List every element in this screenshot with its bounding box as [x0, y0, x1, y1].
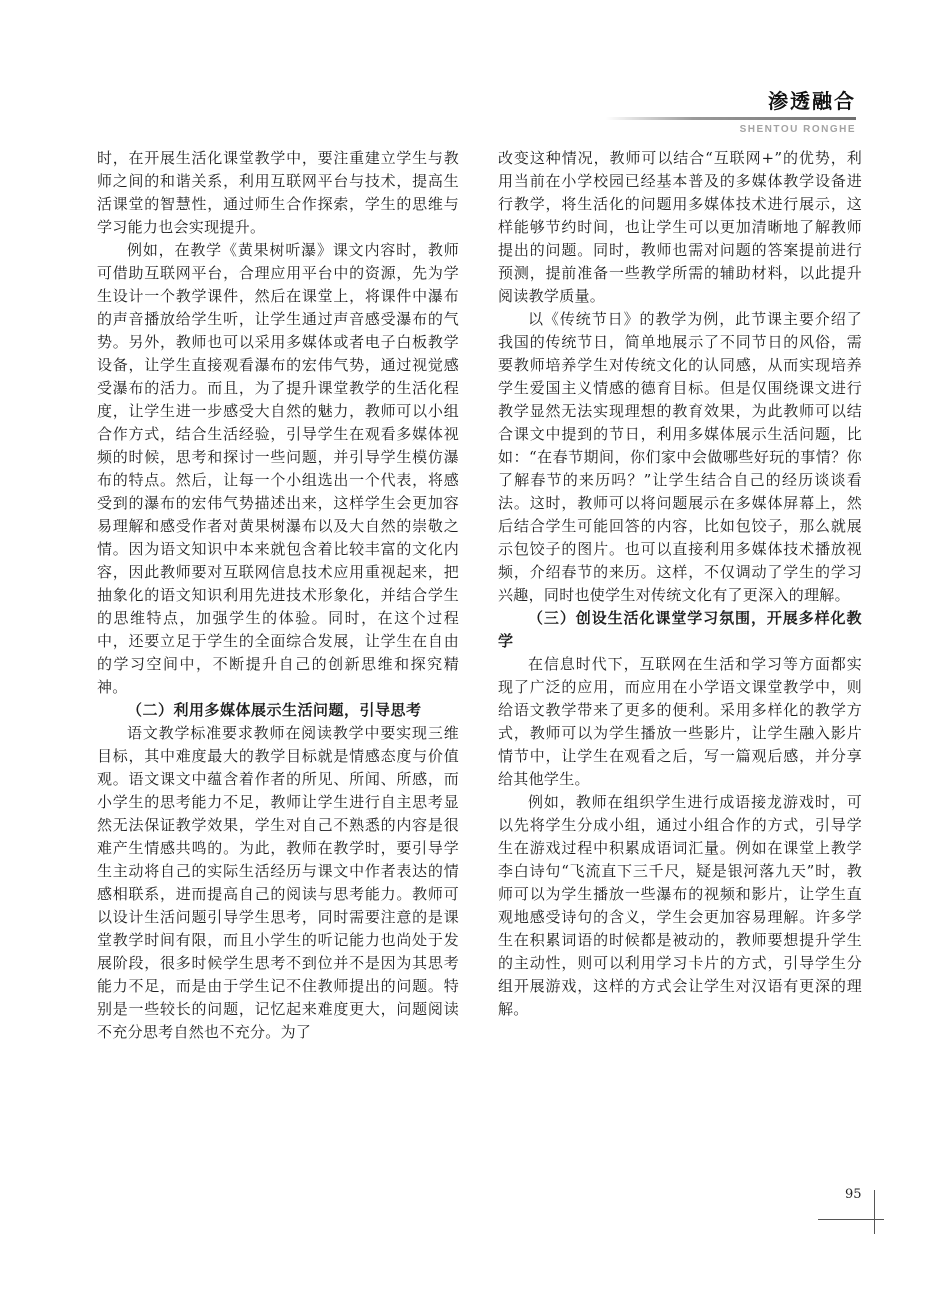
section-title: 渗透融合: [768, 89, 856, 113]
running-header: [768, 88, 856, 114]
section-heading: （三）创设生活化课堂学习氛围，开展多样化教学: [498, 609, 862, 650]
section-subtitle: SHENTOU RONGHE: [739, 124, 856, 135]
paragraph: 改变这种情况，教师可以结合“互联网+”的优势，利用当前在小学校园已经基本普及的多媒体教学设备进行教学，将生活化的问题用多媒体技术进行展示，这样能够节约时间，也让学生可以更加清晰地了解教师提出的问题。同时，教师也需对问题的答案提前进行预测，提前准备一些教学所需的辅助材料，以此提升阅读教学质量。: [498, 149, 862, 305]
section-heading: （二）利用多媒体展示生活问题，引导思考: [127, 701, 422, 719]
paragraph: 例如，在教学《黄果树听瀑》课文内容时，教师可借助互联网平台，合理应用平台中的资源，先为学生设计一个教学课件，然后在课堂上，将课件中瀑布的声音播放给学生听，让学生通过声音感受瀑布的气势。另外，教师也可以采用多媒体或者电子白板教学设备，让学生直接观看瀑布的宏伟气势，通过视觉感受瀑布的活力。而且，为了提升课堂教学的生活化程度，让学生进一步感受大自然的魅力，教师可以小组合作方式，结合生活经验，引导学生在观看多媒体视频的时候，思考和探讨一些问题，并引导学生模仿瀑布的特点。然后，让每一个小组选出一个代表，将感受到的瀑布的宏伟气势描述出来，这样学生会更加容易理解和感受作者对黄果树瀑布以及大自然的崇敬之情。因为语文知识中本来就包含着比较丰富的文化内容，因此教师要对互联网信息技术应用重视起来，把抽象化的语文知识利用先进技术形象化，并结合学生的思维特点，加强学生的体验。同时，在这个过程中，还要立足于学生的全面综合发展，让学生在自由的学习空间中，不断提升自己的创新思维和探究精神。: [97, 241, 459, 696]
paragraph: 以《传统节日》的教学为例，此节课主要介绍了我国的传统节日，简单地展示了不同节日的风俗，需要教师培养学生对传统文化的认同感，从而实现培养学生爱国主义情感的德育目标。但是仅围绕课文进行教学显然无法实现理想的教育效果，为此教师可以结合课文中提到的节日，利用多媒体展示生活问题，比如：“在春节期间，你们家中会做哪些好玩的事情？你了解春节的来历吗？”让学生结合自己的经历谈谈看法。这时，教师可以将问题展示在多媒体屏幕上，然后结合学生可能回答的内容，比如包饺子，那么就展示包饺子的图片。也可以直接利用多媒体技术播放视频，介绍春节的来历。这样，不仅调动了学生的学习兴趣，同时也使学生对传统文化有了更深入的理解。: [498, 310, 862, 604]
page-number: 95: [845, 1187, 862, 1202]
paragraph: 例如，教师在组织学生进行成语接龙游戏时，可以先将学生分成小组，通过小组合作的方式，引导学生在游戏过程中积累成语词汇量。例如在课堂上教学李白诗句“飞流直下三千尺，疑是银河落九天”时，教师可以为学生播放一些瀑布的视频和影片，让学生直观地感受诗句的含义，学生会更加容易理解。许多学生在积累词语的时候都是被动的，教师要想提升学生的主动性，则可以利用学习卡片的方式，引导学生分组开展游戏，这样的方式会让学生对汉语有更深的理解。: [498, 793, 862, 1018]
crop-mark-horizontal: [818, 1219, 884, 1220]
left-column: [97, 147, 459, 1044]
paragraph: 在信息时代下，互联网在生活和学习等方面都实现了广泛的应用，而应用在小学语文课堂教学中，则给语文教学带来了更多的便利。采用多样化的教学方式，教师可以为学生播放一些影片，让学生融入影片情节中，让学生在观看之后，写一篇观后感，并分享给其他学生。: [498, 655, 862, 788]
paragraph: 时，在开展生活化课堂教学中，要注重建立学生与教师之间的和谐关系，利用互联网平台与技术，提高生活课堂的智慧性，通过师生合作探索，学生的思维与学习能力也会实现提升。: [97, 149, 459, 236]
right-column: [498, 147, 862, 1021]
paragraph: 语文教学标准要求教师在阅读教学中要实现三维目标，其中难度最大的教学目标就是情感态度与价值观。语文课文中蕴含着作者的所见、所闻、所感，而小学生的思考能力不足，教师让学生进行自主思考显然无法保证教学效果，学生对自己不熟悉的内容是很难产生情感共鸣的。为此，教师在教学时，要引导学生主动将自己的实际生活经历与课文中作者表达的情感相联系，进而提高自己的阅读与思考能力。教师可以设计生活问题引导学生思考，同时需要注意的是课堂教学时间有限，而且小学生的听记能力也尚处于发展阶段，很多时候学生思考不到位并不是因为其思考能力不足，而是由于学生记不住教师提出的问题。特别是一些较长的问题，记忆起来难度更大，问题阅读不充分思考自然也不充分。为了: [97, 724, 459, 1041]
header-rule: [606, 117, 856, 120]
crop-mark-vertical: [874, 1190, 875, 1234]
